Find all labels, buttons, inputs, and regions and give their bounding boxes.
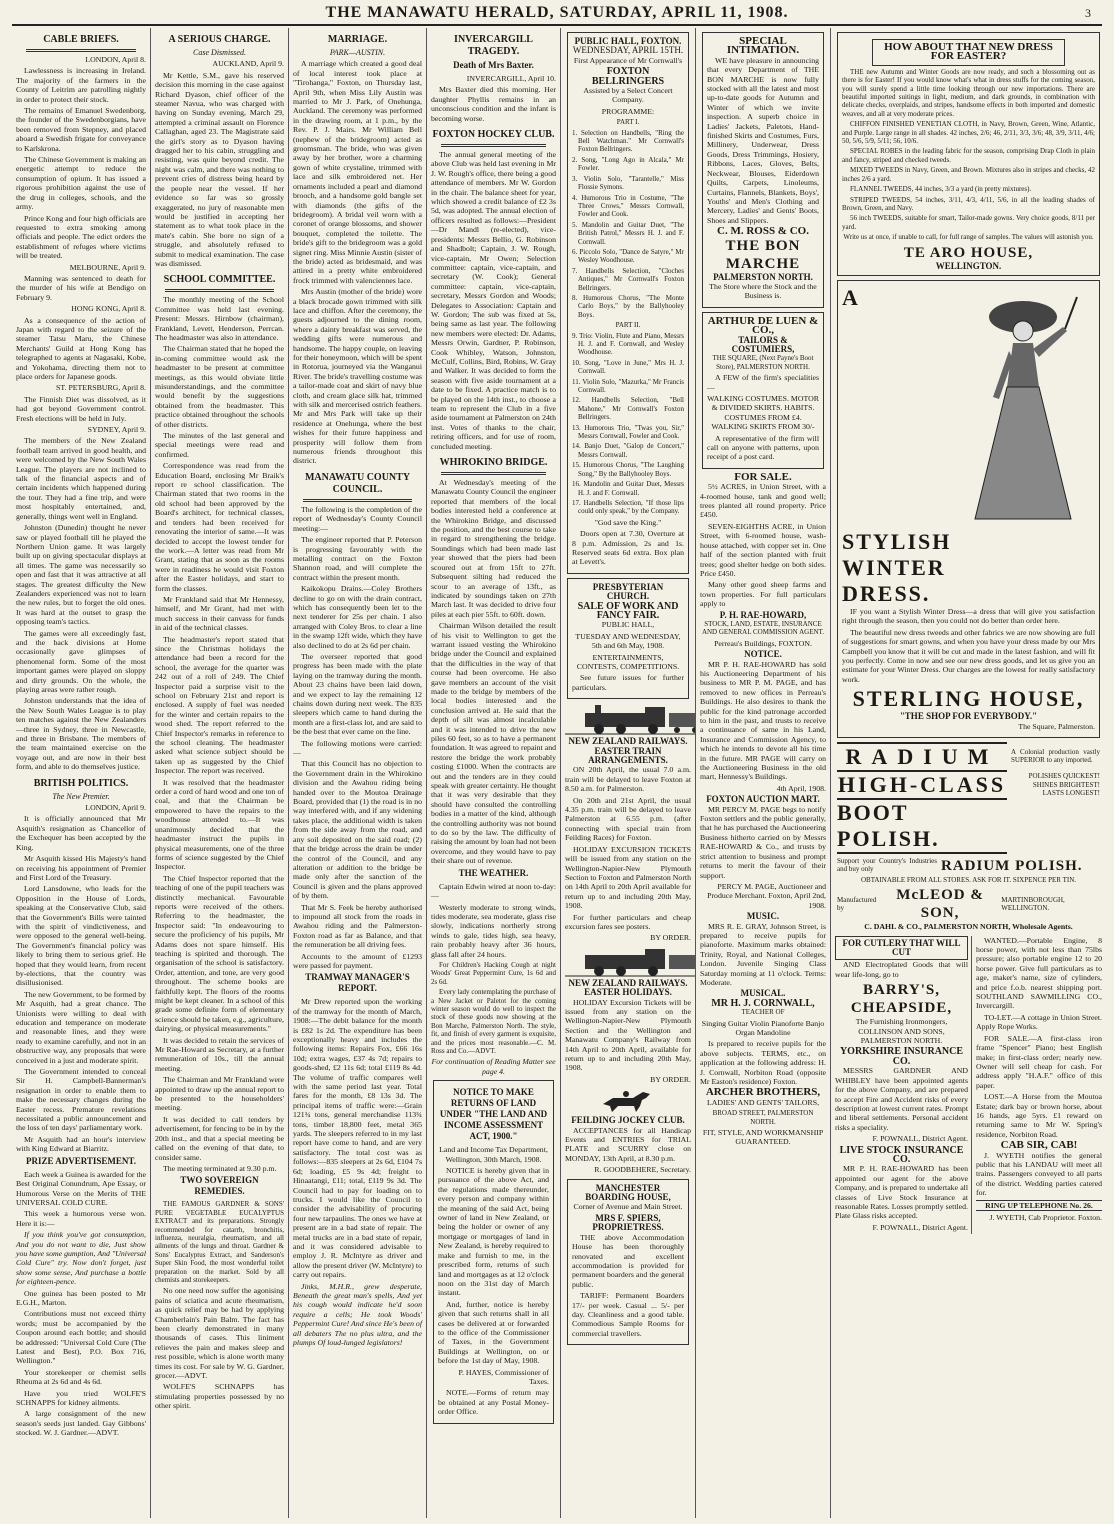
paragraph: The new Government, to be formed by Mr Asquith, had a great chance. The Unionists were willing to deal with education and temperance on moderate and reasonable lines, and they were ready to examine carefully, and not in an obstructive way, any proposals that were conceived in a just and moderate spirit. (16, 989, 146, 1065)
paragraph: Mr Drew reported upon the working of the tramway for the month of March, 1908:—The debit balance for the month is £82 1s 2d. The expenditure has been exceptionally heavy and includes the following items: Repairs Fox, £66 16s 10d; extra wages, £37 4s 7d; repairs to goods-shed, £2 11s 6d; total £119 8s 4d. The volume of traffic compares well with the same period last year. Total fares for the month, £8 13s 3d. The principal items of traffic were:—Grain 121¾ tons, general merchandise 113¾ tons, timber 18,800 feet, metal 365 yards. The sleepers referred to in my last report have come to hand, and are very satisfactory. The total cost was as follows:—835 sleepers at 2s 6d, £104 7s 6d; loading, £5 9s 4d; freight to Hinaatangi, £11; total, £119 9s 3d. The Council had to pay for loading on to trucks. I would like the Council to consider the advisability of procuring four new tarpaulins. The ones we have at present are in a bad state of repair. The metal trucks are in a bad state of repair, and it was considered advisable to employ J. R. McIntyre as driver and allow the present driver (W. McIntyre) to carry out repairs. (293, 997, 422, 1280)
paragraph: Every lady contemplating the purchase of a New Jacket or Paletot for the coming winter season would do well to inspect the stock of these goods now showing at the Bon Marche, Palmerston North. The style, fit, and finish of every garment is exquisite, and the prices most reasonable.—C. M. Ross and Co.—ADVT. (431, 988, 556, 1055)
ad-text: ENTERTAINMENTS, CONTESTS, COMPETITIONS. (576, 652, 680, 671)
ad-heading: FEILDING JOCKEY CLUB. (571, 1115, 685, 1126)
ad-text: C. DAHL & CO., PALMERSTON NORTH, Wholesale Agents. (864, 922, 1073, 932)
paragraph: Prince Kong and four high officials are requested to extra smoking among officials and people. The edict orders the establishment of refuges where victims will be treated. (16, 213, 146, 261)
ad-text: POLISHES QUICKEST! SHINES BRIGHTEST! LASTS LONGEST! (1028, 772, 1100, 798)
ad-text: "THE SHOP FOR EVERYBODY." (899, 711, 1038, 722)
paragraph: Mrs Baxter died this morning. Her daughter Phyllis remains in an unconscious condition and the infant is becoming worse. (431, 85, 556, 123)
ad-title: SALE OF WORK AND FANCY FAIR. (577, 600, 679, 621)
dateline: SYDNEY, April 9. (87, 425, 146, 435)
ad-text: 5½ ACRES, in Union Street, with a 4-roomed house, tank and good well; trees planted all round property. Price £450. (700, 482, 826, 520)
paragraph: The meeting terminated at 9.30 p.m. (163, 1163, 277, 1173)
paragraph: The games were all exceedingly fast, and the back divisions at Home occasionally gave glimpses of phenomenal form. Some of the most important games were played on sloppy and dirty grounds. On the whole, the playing areas were rather rough. (16, 628, 146, 694)
paragraph: Each week a Guinea is awarded for the Best Original Conundrum, Ape Essay, or Humorous Verse on the Merits of THE UNIVERSAL COLD CURE. (16, 1169, 146, 1207)
dateline: HONG KONG, April 8. (71, 304, 146, 314)
headline-cable-briefs: CABLE BRIEFS. (43, 34, 119, 45)
part-label: PART II. (615, 321, 641, 330)
programme-list-part2 (572, 332, 684, 516)
paragraph: NOTE.—Forms of return may be obtained at any Postal Money-order Office. (438, 1388, 549, 1417)
ad-heading: MUSIC. (746, 911, 780, 922)
programme-item: 3. Violin Solo, "Tarantelle," Miss Flossie Symons. (572, 174, 684, 192)
ad-text: PERCY M. PAGE, Auctioneer and Produce Merchant. Foxton, April 2nd, 1908. (707, 881, 826, 910)
ad-heading: PRESBYTERIAN CHURCH. (592, 581, 664, 602)
ad-heading: MANCHESTER BOARDING HOUSE, (585, 1182, 671, 1203)
masthead-title: THE MANAWATU HERALD, SATURDAY, APRIL 11, 1908. (325, 4, 789, 21)
paragraph: NOTICE is hereby given that in pursuance of the above Act, and the regulations made thereunder, every person and company within the meaning of the said Act, being owner of land in New Zealand, or being the holder or owner of any mortgage or mortgages of land in New Zealand, is hereby required to make and furnish to me, in the prescribed form, returns of such land and mortgages as at 12 o'clock noon on the 31st day of March instant. (438, 1166, 549, 1298)
programme-item: 6. Piccolo Solo, "Dance de Satyre," Mr Wesley Woodhouse. (572, 247, 684, 265)
paragraph: Mr Kettle, S.M., gave his reserved decision this morning in the case against Richard Dyason, chief officer of the steamer Navua, who was charged with having on Sunday evening, March 29, attempted a criminal assault on Florence Callaghan, aged 23. The Magistrate said the girl's story as to Dyason having dragged her to his cabin, struggling and resisting, was quite beyond credit. The night was calm, and there was nothing to prevent cries of distress being heard by the people near the vessel. If her evidence so far was so grossly exaggerated, no jury of reasonable men would be justified in accepting her statement as to what took place in the mate's cabin. She bore no sign of a struggle, and absolutely refused to submit to medical examination. The case was dismissed. (155, 70, 284, 268)
paragraph: The Government intended to conceal Sir H. Campbell-Bannerman's resignation in order to enable them to make the necessary changes during the Easter recess. Premature revelations necessitated a public announcement and the loss of ten days' parliamentary work. (16, 1067, 146, 1133)
divider (303, 499, 412, 502)
ad-text: BROAD STREET, PALMERSTON NORTH. (712, 1109, 814, 1126)
ad-text: Assisted by a Select Concert Company. (583, 86, 673, 105)
part-label: PART I. (616, 118, 640, 127)
locomotive-icon (565, 945, 695, 977)
ad-text: RING UP TELEPHONE No. 26. (976, 1200, 1102, 1211)
ad-text: Support your Country's Industries and buy only (837, 857, 937, 874)
programme-item: 5. Mandolin and Guitar Duet, "The British Patrol," Messrs H. J. and F. Cornwall. (572, 220, 684, 246)
presbyterian-ad (567, 578, 689, 699)
ad-title: DRESS. (842, 580, 931, 606)
ad-title: TE ARO HOUSE, (903, 244, 1034, 261)
ad-text: For further particulars and cheap excursion fares see posters. (565, 912, 691, 931)
paragraph: The Chairman stated that he hoped the in-coming committee would ask the headmaster to be present at committee meetings, as this would obviate little misunderstandings, and the committee would benefit by the suggestions obtained from the headmaster. This practice obtained throughout the schools of other districts. (155, 344, 284, 429)
programme-item: 17. Handbells Selection, "If those lips could only speak," by the Company. (572, 498, 684, 516)
ad-text: Doors open at 7.30, Overture at 8 p.m. Admission, 2s and 1s. Reserved seats 6d extra. Box plan at Levett's. (572, 529, 684, 567)
paragraph: It was resolved that the headmaster order a cord of hard wood and one ton of coal, and that the Chairman be empowered to have the repairs to the woodhouse attended to.—It was unanimously decided that the headmaster instruct the pupils in physical measurements, one of the three forms of science suggested by the Chief Inspector. (155, 777, 284, 872)
ad-text: J. WYETH, Cab Proprietor. Foxton. (989, 1213, 1102, 1222)
programme-item: 10. Song, "Love in June," Mrs H. J. Cornwall. (572, 358, 684, 376)
ad-title: P. H. RAE-HOWARD, (719, 609, 807, 620)
ad-text: WELLINGTON. (935, 260, 1002, 271)
divider (26, 49, 136, 52)
ad-text: BY ORDER. (650, 1074, 691, 1084)
ad-text: FOR SALE.—A first-class iron frame "Spencer" Piano; best English make; in first-class order; nearly new. Owner will sell cheap for cash. For address apply "H.A.F." office of this paper. (976, 1033, 1102, 1090)
bon-marche-ad (702, 32, 824, 308)
programme-item: 4. Humorous Trio in Costume, "The Three Crows," Messrs Cornwall, Fowler and Cook. (572, 193, 684, 219)
ad-text: IF you want a Stylish Winter Dress—a dress that will give you satisfaction right through the season, then you could not do better than order here. (842, 606, 1095, 626)
ad-text: Write us at once, if unable to call, for full range of samples. The values will astonish you. (843, 233, 1094, 242)
ad-text: THE SQUARE, (Next Payne's Boot Store), PALMERSTON NORTH. (712, 354, 814, 371)
ad-text: TEACHER OF (741, 1008, 785, 1017)
paragraph: Correspondence was read from the Education Board, enclosing Mr Braik's report re school classification. The Chairman stated that two rooms in the old school had been approved by the Board's architect, for technical classes, and tenders had been received for renovating the interior of same.—It was decided to accept the lowest tender for the work.—A letter was read from Mr Grant, stating that as soon as the rooms were in readiness he would visit Foxton after the Easter holidays, and start to form the classes. (155, 461, 284, 593)
ad-title: C. M. ROSS & CO. (717, 225, 809, 238)
ad-title: EASTER TRAIN ARRANGEMENTS. (588, 745, 668, 766)
ad-title: THE BON MARCHE (725, 237, 801, 272)
paragraph: A marriage which created a good deal of local interest took place at "Tirohanga," Foxton, on Thursday last, April 9th, when Miss Lily Austin was married to Mr J. Park, of Onehunga, Auckland. The ceremony was performed in the drawing room, at 1 p.m., by the Rev. P. J. Mairs. Mr William Bell (nephew of the bridegroom) acted as groomsman. The bride, who was given away by her brother, wore a charming gown of white crystaline, trimmed with lace and silk embroidered net. Her ornaments included a pearl and diamond brooch, and a handsome gold bangle set with diamonds (the gifts of the bridegroom). A bridal veil worn with a coronet of orange blossoms, and shower bouquet, completed the toilette. The bride's gift to the bridegroom was a gold signet ring. Miss Minnie Austin (sister of the bride) acted as bridesmaid, and was attired in a pretty white embroidered frock trimmed with valenciennes lace. (293, 59, 422, 285)
paragraph: The Finnish Diet was dissolved, as it had got beyond Government control. Fresh elections will be held in July. (16, 394, 146, 423)
ad-heading: MUSICAL. (740, 988, 786, 999)
paragraph: At Wednesday's meeting of the Manawatu County Council the engineer reported that members of the local bodies interested held a conference at the Whirokino Bridge, and discussed the position, and the best course to take in regard to strengthening the bridge. Soundings which had been made last year showed that the piers had been scoured out at from 15ft to 27ft. Subsequent silting had reduced the scour to an average of 13ft., as indicated by soundings taken on 27th March last. It was decided to drive four piles at each pier 55ft. to 60ft. down. (431, 478, 556, 619)
ad-text: TO-LET.—A cottage in Union Street. Apply Rope Works. (976, 1012, 1102, 1032)
ad-heading: ARTHUR DE LUEN & CO., (707, 314, 819, 337)
page-number: 3 (1085, 6, 1092, 20)
paragraph: Mr Asquith had an hour's interview with King Edward at Biarritz. (16, 1134, 146, 1154)
ad-heading: NEW ZEALAND RAILWAYS. (568, 736, 688, 747)
ad-heading: SPECIAL INTIMATION. (726, 35, 800, 57)
paragraph: The remains of Emanuel Swedenborg, the founder of the Swedenborgians, have been removed from Stepney, and placed aboard a Swedish frigate for conveyance to Karlskrona. (16, 106, 146, 153)
ad-text: SEVEN-EIGHTHS ACRE, in Union Street, with 6-roomed house, wash-house attached, with copper set in. One half of the section planted with fruit trees; good shelter hedge on both sides. Price £450. (700, 521, 826, 578)
paragraph: Contributions must not exceed thirty words; must be accompanied by the Coupon around each bottle; and should be addressed: "Universal Cold Cure (The Latest and Best), P.O. Box 716, Wellington." (16, 1309, 146, 1366)
ad-text: Many other good sheep farms and town properties. For full particulars apply to (700, 580, 826, 609)
ad-text: Perreau's Buildings, FOXTON. (714, 638, 812, 648)
small-ads-left (835, 936, 972, 1235)
ad-text: MIXED TWEEDS in Navy, Green, and Brown. Mixtures also in stripes and checks, 42 inches 2/6 a yard. (842, 166, 1095, 183)
ad-text: Manufactured by (837, 895, 877, 913)
paragraph: The annual general meeting of the above Club was held last evening in Mr J. W. Rough's office, there being a good attendance of members. Mr W. Gordon in the chair. The balance sheet for year, which showed a credit balance of £2 3s 5d, was adopted. The annual election of officers resulted as follows:—President—Dr Mandl (re-elected), vice-presidents: Messrs Bellio, G. Robinson and Shadbolt; Captain, J. W. Rough, vice-captain, Mr Owen; Selection committee: captain, vice-captain, and secretary (W. Cook); General committee: captain, vice-captain, secretary, Messrs Gordon and Woods; Delegates to Association: Captain and W. Gordon; The sub was fixed at 5s, being same as last year. The following new members were elected: Dr. Adams, Messrs Orwin, Gardner, P. Robinson, Cook Whibley, Watson, Johnston, McCulf, Collins, Bird, Robins, W. Gray and Walker. It was decided to form the season with five aside tournament at a date to be fixed. A practice match is to be played on the 14th inst., to choose a team to represent the Club in a five aside tournament at Palmerston on 24th inst. Votes of thanks to the chair, retiring officers, and for use of room, concluded meeting. (431, 150, 556, 451)
sterling-house-ad (837, 280, 1100, 738)
headline-weather: THE WEATHER. (458, 867, 529, 878)
paragraph: Kaikokopu Drains.—Coley Brothers decline to go on with the drain contract, which has consequently been let to the next tenderer for 25s per chain. I also arranged with Coley Bros. to clear a line in the swamp 12ft wide, which they have also declined to do at 2s 6d per chain. (293, 584, 422, 650)
paragraph: The Chairman and Mr Frankland were appointed to draw up the annual report to be presented to the householders' meeting. (155, 1075, 284, 1113)
headline-serious-charge: A SERIOUS CHARGE. (168, 34, 271, 45)
paragraph: The engineer reported that P. Peterson is progressing favourably with the metalling contract on the Foxton Shannon road, and will complete the contract within the present month. (293, 535, 422, 582)
paragraph: The headmaster's report stated that since the Christmas holidays the attendance had been a record for the school, the average for the quarter was 242 out of a roll of 249. The Chief Inspector paid a surprise visit to the school on February 21st and report is enclosed. A supply of fuel was needed for the winter and certain repairs to the wood shed. The report referred to the Chief Inspector's remarks in reference to the school cleaning. The headmaster asked what science subject should be taken up as suggested by the Chief Inspector. The report was received. (155, 634, 284, 776)
ad-text: F. POWNALL, District Agent. (872, 1222, 968, 1232)
ad-text: A FEW of the firm's specialities— (707, 373, 819, 392)
paragraph: Manning was sentenced to death for the murder of his wife at Bendigo on February 9. (16, 273, 146, 302)
boarding-house-ad (567, 1179, 689, 1346)
paragraph: Johnston understands that the idea of the New South Wales League is to play ten matches against the New Zealanders—three in Sydney, three in Newcastle, and three in Brisbane. The members of the team maintained exercise on the voyage out, and are now in their best form, and able to do themselves justice. (16, 696, 146, 772)
ad-text: MR PERCY M. PAGE begs to notify Foxton settlers and the public generally, that he has purchased the Auctioneering Business hitherto carried on by Messrs RAE-HOWARD & Co., and trusts by strict attention to business and prompt returns to merit the favour of their support. (700, 804, 826, 880)
column-4 (427, 28, 560, 1518)
tax-notice (433, 1080, 554, 1423)
paragraph: It was decided to call tenders by advertisement, for fencing to be in by the 20th inst., and that a special meeting be called on the evening of that date, to consider same. (155, 1114, 284, 1162)
paragraph: It is officially announced that Mr Asquith's resignation as Chancellor of the Exchequer has been accepted by the King. (16, 814, 146, 852)
ad-text: The beautiful new dress tweeds and other fabrics we are now showing are full of suggestions for smart gowns, and when you have your dress made by our Mrs Campbell you know that it will be cut and made in the latest fashion, and will fit you perfectly. Come in now and see our new dress goods, and let us give you an estimate for your Winter Dress. Our charges are the lowest for really satisfactory work. (842, 627, 1095, 684)
paragraph: Your storekeeper or chemist sells Rheuma at 2s 6d and 4s 6d. (16, 1367, 146, 1387)
ad-heading: PUBLIC HALL, FOXTON. (574, 36, 682, 46)
ad-title: WINTER (842, 554, 946, 580)
ad-text: OBTAINABLE FROM ALL STORES. ASK FOR IT. SIXPENCE PER TIN. (860, 875, 1077, 884)
headline-county-council: MANAWATU COUNTY COUNCIL. (304, 471, 411, 495)
locomotive-icon (565, 703, 695, 735)
ad-text: WE have pleasure in announcing that every Department of THE BON MARCHE is now fully stocked with all the latest and most up-to-date goods for Autumn and Winter of which we invite inspection. A superb choice in Ladies' Jackets, Paletots, Hand-finished Skirts and Costumes, Furs, Millinery, Underwear, Dress Goods, Dress Trimmings, Hosiery, Ribbons, Laces, Gloves, Belts, Neckwear, Blouses, Eiderdown Quilts, Carpets, Linoleums, Curtains, Flannels, Blankets, Boys', Youths' and Men's Clothing and Mercery, Ladies' and Gents' Boots, Shoes and Slippers. (707, 55, 819, 225)
paragraph: Captain Edwin wired at noon to-day:— (431, 881, 556, 901)
ad-title: TAILORS & COSTUMIERS, (731, 334, 795, 354)
ad-text: HOLIDAY Excursion Tickets will be issued from any station on the Wellington-Napier-New Plymouth Section and the Wellington and Manawatu Company's Railway from 14th April to 20th April, available for return up to and including 20th May, 1908. (565, 997, 691, 1073)
paragraph: The minutes of the last general and special meetings were read and confirmed. (155, 431, 284, 459)
headline-two-sovereign-remedies: TWO SOVEREIGN REMEDIES. (180, 1175, 259, 1197)
dateline: MELBOURNE, April 9. (69, 262, 146, 272)
ad-text: AND Electroplated Goods that will wear life-long, go to (835, 960, 968, 979)
ad-text: "God save the King." (594, 517, 662, 527)
ad-text: J. WYETH notifies the general public that his LANDAU will meet all trains. Passengers conveyed to all parts of the district. Wedding parties catered for. (976, 1150, 1102, 1198)
tailors-ad (702, 312, 824, 469)
ad-text: F. POWNALL, District Agent. (872, 1134, 968, 1144)
ad-heading: CAB SIR, CAB! (1000, 1139, 1078, 1152)
headline-invercargill-tragedy: INVERCARGILL TRAGEDY. (454, 34, 533, 57)
programme-item: 9. Trio: Violin, Flute and Piano, Messrs H. J. and F. Cornwall, and Wesley Woodhouse. (572, 331, 684, 357)
programme-item: 1. Selection on Handbells, "Ring the Bell Watchman." Mr Cornwall's Foxton Bellringers. (572, 128, 684, 154)
paragraph: Mr Frankland said that Mr Hennessy, himself, and Mr Grant, had met with much success in their canvass for funds in aid of the technical classes. (155, 594, 284, 633)
ad-text: THE new Autumn and Winter Goods are now ready, and such a blossoming out as there is for Easter! If you would know what's what in dress stuffs for the coming season, you will surely spend a little time looking through our new importations. There are beautiful imported suitings in light, medium, and dark grounds, in combination with delicate checks, overplaids, and stripes, handsome effects in both imported and domestic weaves, and all at very moderate prices. (842, 67, 1095, 118)
paragraph: Lord Lansdowne, who leads for the Opposition in the House of Lords, speaking at the Conservative Club, said that the Government's Bills were tainted with the spirit of vindictiveness, and were opposed to the general well-being. The Government's financial policy was likely to bring them to serious grief. He hoped that they would learn, from recent by-elections, that the country was disillusionised. (16, 884, 146, 988)
subheadline: Case Dismissed. (193, 48, 246, 57)
programme-item: 12. Handbells Selection, "Bell Mahone," Mr Cornwall's Foxton Bellringers. (572, 396, 684, 422)
ad-title: RADIUM POLISH. (941, 858, 1083, 875)
ad-text: ACCEPTANCES for all Handicap Events and ENTRIES for TRIAL PLATE and SCURRY close on MONDAY, 13th April, at 8.30 p.m. (565, 1125, 691, 1163)
verse: Jinks, M.H.R., grew desperate, Beneath the great man's spells, And yet his cough would indicate he'd soon require a cells; He took Woods' Peppermint Cure! And since He's been of all debaters The no plus ultra, and the plumps Of loud-lunged legislators! (293, 1281, 422, 1347)
signature: P. HAYES, Commissioner of Taxes. (458, 1367, 549, 1386)
ad-text: PROGRAMME: (601, 106, 655, 116)
ad-text: Singing Guitar Violin Pianoforte Banjo Organ Mandoline (701, 1018, 825, 1037)
ad-text: MESSRS GARDNER AND WHIBLEY have been appointed agents for the above Company, and are prepared to accept Fire and Accident risks of every description at lowest current rates. Prompt and liberal settlements. Personal accident risks a speciality. (835, 1066, 968, 1132)
paragraph: The following motions were carried:— (293, 738, 422, 758)
divider (441, 144, 546, 147)
paragraph: WOLFE'S SCHNAPPS has stimulating properties possessed by no other spirit. (155, 1382, 284, 1411)
ad-text: The Square, Palmerston. (1018, 721, 1095, 731)
bellringers-ad (567, 32, 689, 574)
paragraph: No one need now suffer the agonising pains of sciatica and acute rheumatism, as quick relief may be had by applying Chamberlain's Pain Balm. The fact has been clearly demonstrated in many thousands of cases. This liniment relieves the pain and makes sleep and rest possible, which is alone worth many times its cost. For sale by W. G. Gardner, grocer.—ADVT. (155, 1286, 284, 1381)
headline-british-politics: BRITISH POLITICS. (33, 777, 129, 789)
ad-text: LOST.—A Horse from the Moutoa Estate; dark bay or brown horse, about 16 hands, age 5yrs. £1 reward on returning same to Mr W. Spring's residence, Norbiton Road. (976, 1092, 1102, 1139)
subheadline: PARK—AUSTIN. (329, 48, 386, 57)
ad-text: Corner of Avenue and Main Street. (573, 1202, 683, 1212)
paragraph: The Chief Inspector reported that the teaching of one of the pupil teachers was distinctly mechanical. Favourable reports were received of the others. Referring to the headmaster, the Inspector said: "In endeavouring to secure the proficiency of his pupils, Mr Adams does not spare himself. His teaching is spirited and thorough. The organisation of the school is satisfactory. Order, attention, and tone, are very good throughout. The scheme books are faithfully kept. The floors of the rooms might be kept cleaner. In a school of this grade some definite form of elementary science should be taken, e.g., agriculture, dairying, or physical measurements." (155, 873, 284, 1034)
dateline: ST. PETERSBURG, April 8. (56, 383, 146, 393)
programme-item: 15. Humorous Chorus, "The Laughing Song," By the Ballyhooley Boys. (572, 461, 684, 478)
paragraph: Mrs Austin (mother of the bride) wore a black brocade gown trimmed with silk lace and chiffon. After the ceremony, the guests adjourned to the dining room, where a dainty breakfast was served, the wedding gifts were numerous and handsome. The happy couple, on leaving for their honeymoon, which will be spent in Rotorua, journeyed via the Wanganui River. The bride's travelling costume was a tailor-made coat and skirt of navy blue cloth, and cream glace silk hat, trimmed with silk and mercerised ostrich feathers. Mr and Mrs Park will take up their residence at Onehunga, where the best wishes for their future happiness and prosperity will follow them from numerous friends throughout this district. (293, 287, 423, 466)
programme-list-part1 (572, 129, 684, 320)
ad-text: PUBLIC HALL, (601, 620, 655, 630)
continuation-note: For continuation of Reading Matter see page 4. (431, 1057, 556, 1076)
ad-heading: FOXTON AUCTION MART. (706, 794, 820, 805)
dateline: AUCKLAND, April 9. (212, 59, 284, 69)
ad-date: WEDNESDAY, APRIL 15TH. (572, 45, 684, 56)
column-1 (12, 28, 150, 1518)
paragraph: That this Council has no objection to the Government drain in the Whirokino division and the Awahou riding being handed over to the Moutoa Drainage Board, provided that (1) the road is in no way interfered with, and if any widening takes place, the additional width is taken from the side away from the road, and any soil deposited on the said road; (2) that the bridge across the drain be under the control of the Council, and any alteration or addition to the bridge be made only after the sanction of the Council is given and the plans approved of by them. (293, 759, 422, 901)
ad-text: See future issues for further particulars. (572, 673, 684, 692)
column-5 (561, 28, 695, 1518)
paragraph: As a consequence of the action of Japan with regard to the seizure of the steamer Tatsu Maru, the Chinese Merchants' Guild at Hong Kong has telegraphed to agents at Nagasaki, Kobe, and Yokohama, directing them not to place orders for Japanese goods. (16, 315, 146, 381)
ad-text: FIT, STYLE, AND WORKMANSHIP GUARANTEED. (702, 1128, 824, 1147)
ad-heading: FOR SALE. (734, 470, 792, 483)
ad-text: First Appearance of Mr Cornwall's (573, 55, 683, 65)
radium-polish-ad (837, 742, 1100, 932)
ad-text: STRIPED TWEEDS, 54 inches, 3/11, 4/3, 4/11, 5/6, in all the leading shades of Brown, Green, and Navy. (842, 195, 1095, 212)
headline-prize-advertisement: PRIZE ADVERTISEMENT. (25, 1155, 137, 1166)
paragraph: The overseer reported that good progress has been made with the plate laying on the tramway during the month. About 23 chains have been laid down, and we expect to lay the remaining 12 chains down during next week. The 835 sleepers which came to hand during the month are a first-class lot, and are said to be the best that ever came on the line. (293, 651, 422, 737)
dateline: LONDON, April 9. (85, 803, 146, 813)
column-6 (696, 28, 830, 1518)
ad-text: STOCK, LAND, ESTATE, INSURANCE AND GENERAL COMMISSION AGENT. (701, 619, 825, 637)
programme-item: 11. Violin Solo, "Mazurka," Mr Francis Cornwall. (572, 377, 684, 395)
ad-text: HOLIDAY EXCURSION TICKETS will be issued from any station on the Wellington-Napier-New Plymouth Section to Foxton and Palmerston North on 14th April to 20th April available for return up to and including 20th May, 1908. (565, 844, 691, 911)
paragraph: The Chinese Government is making an energetic attempt to reduce the consumption of opium. It has issued a rigorous prohibition against the use of the drug in colleges, schools, and the army. (16, 155, 146, 212)
ad-heading: NEW ZEALAND RAILWAYS. (568, 977, 688, 988)
ad-text: BY ORDER. (650, 933, 691, 943)
fashion-lady-illustration (953, 287, 1093, 527)
paragraph: For Children's Hacking Cough at night Woods' Great Peppermint Cure, 1s 6d and 2s 6d. (431, 960, 556, 986)
ad-text: MR P. H. RAE-HOWARD has sold his Auctioneering Department of his business to MR P. M. PAGE, and has removed to new offices in Perreau's Buildings. He also desires to thank the public for the kind patronage accorded to him in the past, and trusts to receive a continuance of same in his Land, Insurance and Commission Agency, to which he intends to devote all his time in the future. MR PAGE will carry on the Auctioneering Business in the old mart, Hennessy's Buildings. (700, 659, 826, 782)
ad-heading: LIVE STOCK INSURANCE CO. (839, 1144, 964, 1165)
programme-item: 7. Handbells Selection, "Cloches Antiques," Mr Cornwall's Foxton Bellringers. (572, 266, 684, 292)
ad-heading: HOW ABOUT THAT NEW DRESS FOR EASTER? (872, 39, 1065, 66)
programme-item: 16. Mandolin and Guitar Duet, Messrs H. J. and F. Cornwall. (572, 480, 684, 497)
paragraph: The following is the completion of the report of Wednesday's County Council meeting:— (293, 504, 422, 533)
paragraph: The monthly meeting of the School Committee was held last evening. Present: Messrs. Hirnbow (chairman), Frankland, Levett, Henderson, Perrcan. The headmaster was also in attendance. (155, 295, 284, 342)
ad-text: MR P. H. RAE-HOWARD has been appointed our agent for the above Company, and is prepared to undertake all classes of Live Stock Insurance at reasonable Rates. Losses promptly settled. Plate Glass risks accepted. (835, 1164, 968, 1221)
ad-text: A Colonial production vastly SUPERIOR to any imported. (1011, 747, 1100, 764)
paragraph: Johnston (Dunedin) thought he never saw or played football till he played the Northern Union game. It was largely built up on giving spectacular displays at all times. The game was necessarily so open and fast that it was attractive at all stages. The greatest difficulty the New Zealanders experienced was not to learn the new rules, but to forget the old ones. It was hard at the outset to grasp the opposing team's tactics. (16, 523, 146, 627)
paragraph: Have you tried WOLFE'S SCHNAPPS for kidney ailments. (16, 1388, 146, 1408)
ad-text: THE above Accommodation House has been thoroughly renovated and excellent accommodation is provided for permanent boarders and the general public. (572, 1232, 684, 1289)
verse: If you think you've got consumption, And you do not want to die, Just show you have some gumption, And "Universal Cold Cure" try. Now don't forget, just show some sense, And purchase a bottle for eighteen-pence. (16, 1230, 146, 1287)
subheadline: Death of Mrs Baxter. (453, 60, 534, 70)
ad-title: EASTER HOLIDAYS. (584, 987, 672, 998)
paragraph: A large consignment of the new season's seeds just landed. Gay Gibbons' stocked. W. J. Gardner.—ADVT. (16, 1409, 146, 1438)
masthead (12, 2, 1102, 26)
programme-item: 13. Humorous Trio, "Twas you, Sir," Messrs Cornwall, Fowler and Cook. (572, 423, 684, 441)
ad-text: TUESDAY AND WEDNESDAY, 5th and 6th May, 1908. (575, 631, 681, 651)
programme-item: 8. Humorous Chorus, "The Monte Carlo Boys," by the Ballyhooley Boys. (572, 293, 684, 319)
column-3 (289, 28, 426, 1518)
paragraph: Accounts to the amount of £1293 were passed for payment. (293, 951, 422, 970)
racehorse-icon (598, 1086, 658, 1114)
ad-title: MR H. J. CORNWALL, (711, 997, 815, 1009)
ad-text: 4th April, 1908. (776, 783, 826, 793)
ad-title: McLEOD & SON, (896, 887, 984, 922)
ad-title: STERLING HOUSE, (852, 686, 1085, 712)
te-aro-house-ad (837, 32, 1100, 276)
ad-text: TARIFF: Permanent Boarders 17/- per week. Casual ... 5/- per day. Cleanliness and a good table. Commodious Sample Rooms for commercial travellers. (572, 1291, 684, 1338)
ad-title: A STYLISH (842, 284, 952, 554)
headline-tramway-report: TRAMWAY MANAGER'S REPORT. (305, 972, 410, 994)
ad-text: LADIES' AND GENTS' TAILORS, (706, 1097, 820, 1107)
subheadline: The New Premier. (52, 791, 110, 801)
paragraph: Chairman Wilson detailed the result of his visit to Wellington to get the warrant issued vesting the Whirokino bridge under the Council and explained that the difficulties in the way of that course had been overcome. He also gave members an account of the visit made to the bridge by members of the local bodies interested and the conclusion arrived at. He said that the depth of silt was almost incalculable and it was intended to drive the new piles 60 feet, so as to have a permanent foundation. It was agreed to repaint and restore the bridge the work probably costing £1000. When the contracts are out and the tenders are in they could speak with greater certainty. He thought that it was very desirable that they should have consulted the controlling bodies in a matter of the kind, although the controlling authority was not bound to do so by the law. The difficulty of raising the amount by loan had not been overcome, and they would have to pay their share out of revenue. (431, 621, 556, 866)
paragraph: Land and Income Tax Department, Wellington, 30th March, 1908. (439, 1145, 548, 1164)
ad-text: MRS R. E. GRAY, Johnson Street, is prepared to receive pupils for pianoforte. Maximum marks obtained: Trinity, Royal, and National Colleges, London. Juvenile Singing Class Saturday morning at 11 o'clock. Terms: Moderate. (700, 921, 826, 987)
ad-heading: ARCHER BROTHERS, (705, 1086, 821, 1099)
headline-marriage: MARRIAGE. (327, 34, 388, 45)
ad-text: The Furnishing Ironmongers, COLLINSON AND SONS, PALMERSTON NORTH. (855, 1017, 948, 1046)
ad-text: ON 20th April, the usual 7.0 a.m. train will be delayed to leave Foxton at 8.50 a.m. for Palmerston. (565, 765, 691, 794)
ad-text: PALMERSTON NORTH. (713, 271, 813, 282)
ad-text: The Store where the Stock and the Business is. (709, 281, 817, 301)
paragraph: The members of the New Zealand football team arrived in good health, and were welcomed by the New South Wales League. The players are not inclined to talk of the financial aspects and of certain incidents which happened during the tour. They had a fine trip, and were most hospitably entertained, and, generally, things went well in England. (16, 436, 146, 521)
ad-text: SPECIAL ROBES in the leading fabric for the season, comprising Drap Cloth in plain and fancy, striped and checked tweeds. (842, 147, 1095, 164)
ad-text: 56 inch TWEEDS, suitable for smart, Tailor-made gowns. Very choice goods, 8/11 per yard. (842, 214, 1095, 231)
paragraph: It was decided to retain the services of Mr Rae-Howard as Secretary, at a further remuneration of 10s., till the annual meeting. (155, 1035, 284, 1073)
programme-item: 2. Song, "Long Ago in Alcala," Mr Fowler. (572, 155, 684, 173)
ad-text: A representative of the firm will call on anyone with patterns, upon receipt of a post card. (707, 433, 819, 462)
paragraph: That Mr S. Feek be hereby authorised to impound all stock from the roads in Awahou riding and the Palmerston-Foxton road as far as Balance, and that the remuneration be all driving fees. (293, 902, 422, 950)
paragraph: And, further, notice is hereby given that such returns shall in all cases be delivered at or forwarded to the office of the Commissioner of Taxes, in the Government Buildings at Wellington, on or before the 1st day of May, 1908. (438, 1299, 549, 1366)
paragraph: One guinea has been posted to Mr E.G.H., Marton. (16, 1288, 146, 1307)
divider (165, 289, 274, 292)
ad-text: On 20th and 21st April, the usual 4.35 p.m. train will be delayed to leave Palmerston at 6.55 p.m. (after connecting with special train from Feilding Races) for Foxton. (565, 795, 691, 843)
ad-heading: NOTICE. (744, 649, 782, 660)
ad-title: RADIUM (837, 742, 1007, 772)
ad-text: WALKING COSTUMES. MOTOR & DIVIDED SKIRTS. HABITS. COSTUMES FROM £4. WALKING SKIRTS FROM 30/- (707, 394, 819, 432)
ad-text: CHIFFON FINISHED VENETIAN CLOTH, in Navy, Brown, Green, Wine, Atlantic, and Purple. Large range in all shades. 42 inches, 2/6; 46, 2/11, 3/3, 3/6; 48, 3/9, 3/11, 4/6; 50, 5/6, 5/9, 5/11; 56, 10/6. (842, 120, 1095, 146)
ad-title: FOXTON BELLRINGERS (591, 66, 665, 87)
dateline: LONDON, April 8. (85, 55, 146, 64)
ad-heading: FOR CUTLERY THAT WILL CUT (835, 936, 968, 961)
notice-heading: NOTICE TO MAKE RETURNS OF LAND UNDER "THE LAND AND INCOME ASSESSMENT ACT, 1900." (439, 1087, 548, 1142)
ad-title: HIGH-CLASS (837, 772, 1007, 800)
headline-hockey-club: FOXTON HOCKEY CLUB. (432, 129, 555, 141)
ad-title: MRS F. SPIERS, PROPRIETRESS. (592, 1212, 664, 1233)
paragraph: Mr Asquith kissed His Majesty's hand on receiving his appointment of Premier and First Lord of the Treasury. (16, 854, 146, 882)
headline-whirokino-bridge: WHIROKINO BRIDGE. (439, 457, 548, 469)
column-2 (151, 28, 288, 1518)
dateline: INVERCARGILL, April 10. (466, 74, 556, 83)
divider (441, 472, 546, 475)
paragraph: Lawlessness is increasing in Ireland. The majority of the farmers in the County of Leitrim are patrolling nightly in order to protect their stock. (16, 66, 146, 104)
paragraph: Westerly moderate to strong winds, tides moderate, sea moderate, glass rise slowly, indications northerly strong winds to gale, tides high, sea heavy, rain probably heavy after 36 hours, glass fall after 24 hours. (431, 902, 556, 959)
ad-text: MARTINBOROUGH, WELLINGTON. (1001, 895, 1065, 913)
ad-heading: YORKSHIRE INSURANCE CO. (839, 1046, 964, 1067)
ad-text: R. GOODBEHERE, Secretary. (594, 1165, 691, 1175)
paragraph: THE FAMOUS GARDNER & SONS' PURE VEGETABLE EUCALYPTUS EXTRACT and its preparations. Strongly recommended for catarrh, bronchitis, influenza, neuralgia, rheumatism, and all ailments of the lungs and throat. Gardner & Sons' Eucalyptus Extract, and Sanderson's Super Skin Food, the most wonderful toilet preparation on the market. Sold by all chemists and storekeepers. (155, 1200, 284, 1284)
ad-title: BOOT POLISH. (837, 800, 1007, 854)
small-ads-right (976, 936, 1102, 1235)
column-7 (831, 28, 1106, 1518)
ad-text: WANTED.—Portable Engine, 8 horse power, with not less than 75lbs pressure; also portable engine 12 to 20 horse power. Give full particulars as to age, maker's name, size of cylinders, and price f.o.b. nearest shipping port. SOUTHLAND SAWMILLING CO., Invercargill. (976, 935, 1102, 1011)
ad-text: Is prepared to receive pupils for the above subjects. TERMS, etc., on application at the following address: H. J. Cornwall, Norbiton Road (opposite Mr Easton's residence) Foxton. (700, 1039, 826, 1087)
headline-school-committee: SCHOOL COMMITTEE. (163, 274, 276, 286)
ad-title: BARRY'S, CHEAPSIDE, (850, 982, 953, 1017)
ad-text: FLANNEL TWEEDS, 44 inches, 3/3 a yard (in pretty mixtures). (850, 185, 1032, 194)
programme-item: 14. Banjo Duet, "Galop de Concert," Messrs Cornwall. (572, 442, 684, 459)
paragraph: This week a humorous verse won. Here it is:— (16, 1209, 146, 1228)
